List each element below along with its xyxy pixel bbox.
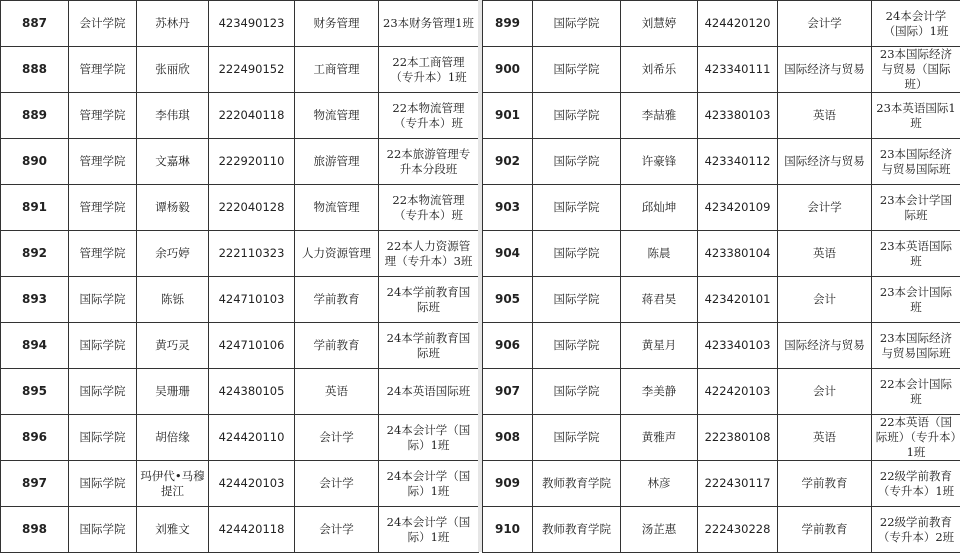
row-number: 910 xyxy=(483,507,533,553)
class-cell: 24本会计学（国际）1班 xyxy=(379,507,479,553)
student-id-cell: 222920110 xyxy=(209,139,295,185)
student-name-cell: 陈铄 xyxy=(137,277,209,323)
table-row xyxy=(1,369,479,415)
major-cell: 英语 xyxy=(778,231,872,277)
row-number: 890 xyxy=(1,139,69,185)
college-cell: 会计学院 xyxy=(69,1,137,47)
major-cell: 英语 xyxy=(295,369,379,415)
row-number: 898 xyxy=(1,507,69,553)
row-number: 887 xyxy=(1,1,69,47)
table-row xyxy=(483,139,960,185)
college-cell: 管理学院 xyxy=(69,185,137,231)
class-cell: 22本英语（国际班）（专升本）1班 xyxy=(872,415,960,461)
row-number: 892 xyxy=(1,231,69,277)
row-number: 900 xyxy=(483,47,533,93)
major-cell: 物流管理 xyxy=(295,185,379,231)
class-cell: 24本英语国际班 xyxy=(379,369,479,415)
table-row xyxy=(1,461,479,507)
college-cell: 国际学院 xyxy=(533,47,621,93)
student-id-cell: 424710106 xyxy=(209,323,295,369)
student-id-cell: 424420103 xyxy=(209,461,295,507)
class-cell: 23本国际经济与贸易国际班 xyxy=(872,323,960,369)
student-name-cell: 李喆雅 xyxy=(621,93,698,139)
student-id-cell: 424420118 xyxy=(209,507,295,553)
student-id-cell: 424420120 xyxy=(698,1,778,47)
row-number: 901 xyxy=(483,93,533,139)
row-number: 902 xyxy=(483,139,533,185)
student-name-cell: 许豪锋 xyxy=(621,139,698,185)
student-name-cell: 林彦 xyxy=(621,461,698,507)
class-cell: 23本国际经济与贸易（国际班） xyxy=(872,47,960,93)
major-cell: 人力资源管理 xyxy=(295,231,379,277)
row-number: 897 xyxy=(1,461,69,507)
table-row xyxy=(483,231,960,277)
table-row xyxy=(1,139,479,185)
student-id-cell: 423340112 xyxy=(698,139,778,185)
student-id-cell: 424380105 xyxy=(209,369,295,415)
row-number: 903 xyxy=(483,185,533,231)
student-id-cell: 222380108 xyxy=(698,415,778,461)
college-cell: 国际学院 xyxy=(69,277,137,323)
college-cell: 管理学院 xyxy=(69,47,137,93)
major-cell: 财务管理 xyxy=(295,1,379,47)
table-row xyxy=(483,185,960,231)
left-roster-body xyxy=(1,1,479,553)
college-cell: 国际学院 xyxy=(533,93,621,139)
student-name-cell: 黄雅声 xyxy=(621,415,698,461)
table-row xyxy=(1,93,479,139)
table-row xyxy=(1,185,479,231)
college-cell: 国际学院 xyxy=(69,461,137,507)
table-row xyxy=(483,47,960,93)
student-id-cell: 422420103 xyxy=(698,369,778,415)
student-name-cell: 汤芷惠 xyxy=(621,507,698,553)
student-name-cell: 李伟琪 xyxy=(137,93,209,139)
student-id-cell: 424420110 xyxy=(209,415,295,461)
major-cell: 学前教育 xyxy=(295,323,379,369)
major-cell: 物流管理 xyxy=(295,93,379,139)
table-row xyxy=(483,369,960,415)
college-cell: 国际学院 xyxy=(69,323,137,369)
class-cell: 23本英语国际班 xyxy=(872,231,960,277)
student-name-cell: 张丽欣 xyxy=(137,47,209,93)
left-roster-table-panel xyxy=(0,0,478,552)
major-cell: 会计学 xyxy=(295,507,379,553)
student-id-cell: 222430228 xyxy=(698,507,778,553)
left-roster-table xyxy=(0,0,479,553)
college-cell: 国际学院 xyxy=(533,415,621,461)
college-cell: 国际学院 xyxy=(533,139,621,185)
row-number: 889 xyxy=(1,93,69,139)
major-cell: 会计学 xyxy=(778,1,872,47)
class-cell: 22本旅游管理专升本分段班 xyxy=(379,139,479,185)
student-id-cell: 423490123 xyxy=(209,1,295,47)
student-name-cell: 李美静 xyxy=(621,369,698,415)
class-cell: 24本会计学（国际）1班 xyxy=(872,1,960,47)
student-name-cell: 文嘉琳 xyxy=(137,139,209,185)
college-cell: 国际学院 xyxy=(533,1,621,47)
table-row xyxy=(1,47,479,93)
college-cell: 国际学院 xyxy=(533,277,621,323)
row-number: 888 xyxy=(1,47,69,93)
student-id-cell: 423340103 xyxy=(698,323,778,369)
class-cell: 22本工商管理（专升本）1班 xyxy=(379,47,479,93)
major-cell: 国际经济与贸易 xyxy=(778,47,872,93)
major-cell: 工商管理 xyxy=(295,47,379,93)
major-cell: 会计学 xyxy=(295,415,379,461)
major-cell: 会计 xyxy=(778,369,872,415)
major-cell: 英语 xyxy=(778,93,872,139)
table-row xyxy=(483,323,960,369)
class-cell: 24本会计学（国际）1班 xyxy=(379,415,479,461)
major-cell: 学前教育 xyxy=(295,277,379,323)
table-row xyxy=(1,415,479,461)
college-cell: 国际学院 xyxy=(533,323,621,369)
row-number: 905 xyxy=(483,277,533,323)
row-number: 906 xyxy=(483,323,533,369)
class-cell: 22本物流管理（专升本）班 xyxy=(379,185,479,231)
row-number: 909 xyxy=(483,461,533,507)
table-row xyxy=(483,93,960,139)
student-name-cell: 黄巧灵 xyxy=(137,323,209,369)
table-row xyxy=(483,415,960,461)
row-number: 891 xyxy=(1,185,69,231)
college-cell: 国际学院 xyxy=(69,369,137,415)
table-row xyxy=(483,1,960,47)
major-cell: 旅游管理 xyxy=(295,139,379,185)
student-id-cell: 222110323 xyxy=(209,231,295,277)
right-roster-table xyxy=(482,0,960,553)
class-cell: 23本国际经济与贸易国际班 xyxy=(872,139,960,185)
college-cell: 国际学院 xyxy=(533,369,621,415)
class-cell: 22级学前教育（专升本）1班 xyxy=(872,461,960,507)
student-name-cell: 谭杨毅 xyxy=(137,185,209,231)
table-row xyxy=(1,231,479,277)
college-cell: 国际学院 xyxy=(69,415,137,461)
row-number: 908 xyxy=(483,415,533,461)
class-cell: 23本财务管理1班 xyxy=(379,1,479,47)
student-name-cell: 刘希乐 xyxy=(621,47,698,93)
student-id-cell: 222490152 xyxy=(209,47,295,93)
college-cell: 教师教育学院 xyxy=(533,461,621,507)
student-name-cell: 吴珊珊 xyxy=(137,369,209,415)
student-id-cell: 424710103 xyxy=(209,277,295,323)
row-number: 893 xyxy=(1,277,69,323)
class-cell: 24本会计学（国际）1班 xyxy=(379,461,479,507)
college-cell: 教师教育学院 xyxy=(533,507,621,553)
class-cell: 24本学前教育国际班 xyxy=(379,277,479,323)
class-cell: 22级学前教育（专升本）2班 xyxy=(872,507,960,553)
student-name-cell: 玛伊代•马穆提江 xyxy=(137,461,209,507)
major-cell: 国际经济与贸易 xyxy=(778,323,872,369)
class-cell: 24本学前教育国际班 xyxy=(379,323,479,369)
table-row xyxy=(1,1,479,47)
major-cell: 学前教育 xyxy=(778,461,872,507)
student-id-cell: 423340111 xyxy=(698,47,778,93)
major-cell: 英语 xyxy=(778,415,872,461)
student-id-cell: 222040118 xyxy=(209,93,295,139)
major-cell: 会计学 xyxy=(295,461,379,507)
student-id-cell: 222430117 xyxy=(698,461,778,507)
class-cell: 22本人力资源管理（专升本）3班 xyxy=(379,231,479,277)
student-name-cell: 邱灿坤 xyxy=(621,185,698,231)
table-row xyxy=(1,323,479,369)
student-id-cell: 423380104 xyxy=(698,231,778,277)
student-name-cell: 陈晨 xyxy=(621,231,698,277)
college-cell: 国际学院 xyxy=(69,507,137,553)
table-row xyxy=(1,277,479,323)
student-name-cell: 刘慧婷 xyxy=(621,1,698,47)
table-row xyxy=(483,277,960,323)
student-id-cell: 423420109 xyxy=(698,185,778,231)
college-cell: 管理学院 xyxy=(69,139,137,185)
major-cell: 国际经济与贸易 xyxy=(778,139,872,185)
student-name-cell: 黄星月 xyxy=(621,323,698,369)
college-cell: 管理学院 xyxy=(69,93,137,139)
class-cell: 23本会计国际班 xyxy=(872,277,960,323)
college-cell: 国际学院 xyxy=(533,185,621,231)
row-number: 895 xyxy=(1,369,69,415)
row-number: 896 xyxy=(1,415,69,461)
college-cell: 管理学院 xyxy=(69,231,137,277)
table-row xyxy=(483,461,960,507)
major-cell: 学前教育 xyxy=(778,507,872,553)
class-cell: 23本会计学国际班 xyxy=(872,185,960,231)
row-number: 904 xyxy=(483,231,533,277)
student-name-cell: 刘雅文 xyxy=(137,507,209,553)
table-row xyxy=(483,507,960,553)
student-name-cell: 胡倍缘 xyxy=(137,415,209,461)
class-cell: 22本物流管理（专升本）班 xyxy=(379,93,479,139)
table-row xyxy=(1,507,479,553)
student-name-cell: 余巧婷 xyxy=(137,231,209,277)
student-name-cell: 苏林丹 xyxy=(137,1,209,47)
right-roster-table-panel xyxy=(482,0,960,552)
student-id-cell: 423420101 xyxy=(698,277,778,323)
class-cell: 23本英语国际1班 xyxy=(872,93,960,139)
row-number: 899 xyxy=(483,1,533,47)
major-cell: 会计学 xyxy=(778,185,872,231)
row-number: 907 xyxy=(483,369,533,415)
major-cell: 会计 xyxy=(778,277,872,323)
row-number: 894 xyxy=(1,323,69,369)
right-roster-body xyxy=(483,1,960,553)
student-name-cell: 蒋君昊 xyxy=(621,277,698,323)
student-id-cell: 222040128 xyxy=(209,185,295,231)
student-id-cell: 423380103 xyxy=(698,93,778,139)
class-cell: 22本会计国际班 xyxy=(872,369,960,415)
college-cell: 国际学院 xyxy=(533,231,621,277)
